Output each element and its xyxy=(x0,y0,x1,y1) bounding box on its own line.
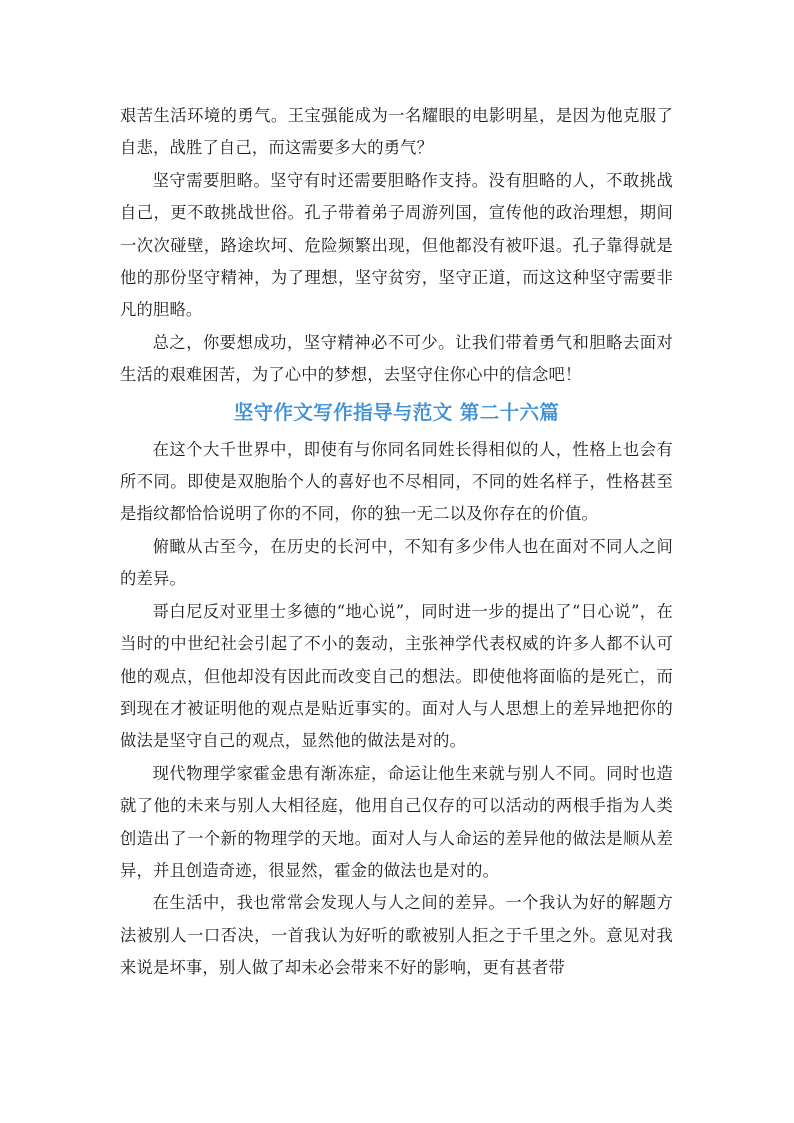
paragraph-daily-life: 在生活中，我也常常会发现人与人之间的差异。一个我认为好的解题方法被别人一口否决，一首我认为好听的歌被别人拒之于千里之外。意见对我来说是坏事，别人做了却未必会带来不好的影响，更有甚者带 xyxy=(120,893,673,978)
paragraph-history: 俯瞰从古至今，在历史的长河中，不知有多少伟人也在面对不同人之间的差异。 xyxy=(120,536,673,589)
document-page xyxy=(120,100,673,985)
paragraph-hawking: 现代物理学家霍金患有渐冻症，命运让他生来就与别人不同。同时也造就了他的未来与别人大相径庭，他用自己仅存的可以活动的两根手指为人类创造出了一个新的物理学的天地。面对人与人命运的差异他的做法是顺从差异，并且创造奇迹，很显然，霍金的做法也是对的。 xyxy=(120,763,673,880)
paragraph-intro: 在这个大千世界中，即使有与你同名同姓长得相似的人，性格上也会有所不同。即使是双胞胎个人的喜好也不尽相同，不同的姓名样子，性格甚至是指纹都恰恰说明了你的不同，你的独一无二以及你存在的价值。 xyxy=(120,439,673,524)
paragraph-conclusion: 总之，你要想成功，坚守精神必不可少。让我们带着勇气和胆略去面对生活的艰难困苦，为了心中的梦想，去坚守住你心中的信念吧！ xyxy=(120,332,673,385)
section-heading: 坚守作文写作指导与范文 第二十六篇 xyxy=(233,400,560,424)
paragraph-continuation: 艰苦生活环境的勇气。王宝强能成为一名耀眼的电影明星，是因为他克服了自悲，战胜了自己，而这需要多大的勇气？ xyxy=(120,106,673,158)
paragraph-copernicus: 哥白尼反对亚里士多德的“地心说”，同时进一步的提出了“日心说”，在当时的中世纪社会引起了不小的轰动，主张神学代表权威的许多人都不认可他的观点，但他却没有因此而改变自己的想法。即使他将面临的是死亡，而到现在才被证明他的观点是贴近事实的。面对人与人思想上的差异地把你的做法是坚守自己的观点，显然他的做法是对的。 xyxy=(120,601,673,751)
paragraph-courage-strategy: 坚守需要胆略。坚守有时还需要胆略作支持。没有胆略的人，不敢挑战自己，更不敢挑战世俗。孔子带着弟子周游列国，宣传他的政治理想，期间一次次碰壁，路途坎坷、危险频繁出现，但他都没有被吓退。孔子靠得就是他的那份坚守精神，为了理想，坚守贫穷，坚守正道，而这这种坚守需要非凡的胆略。 xyxy=(120,170,673,320)
